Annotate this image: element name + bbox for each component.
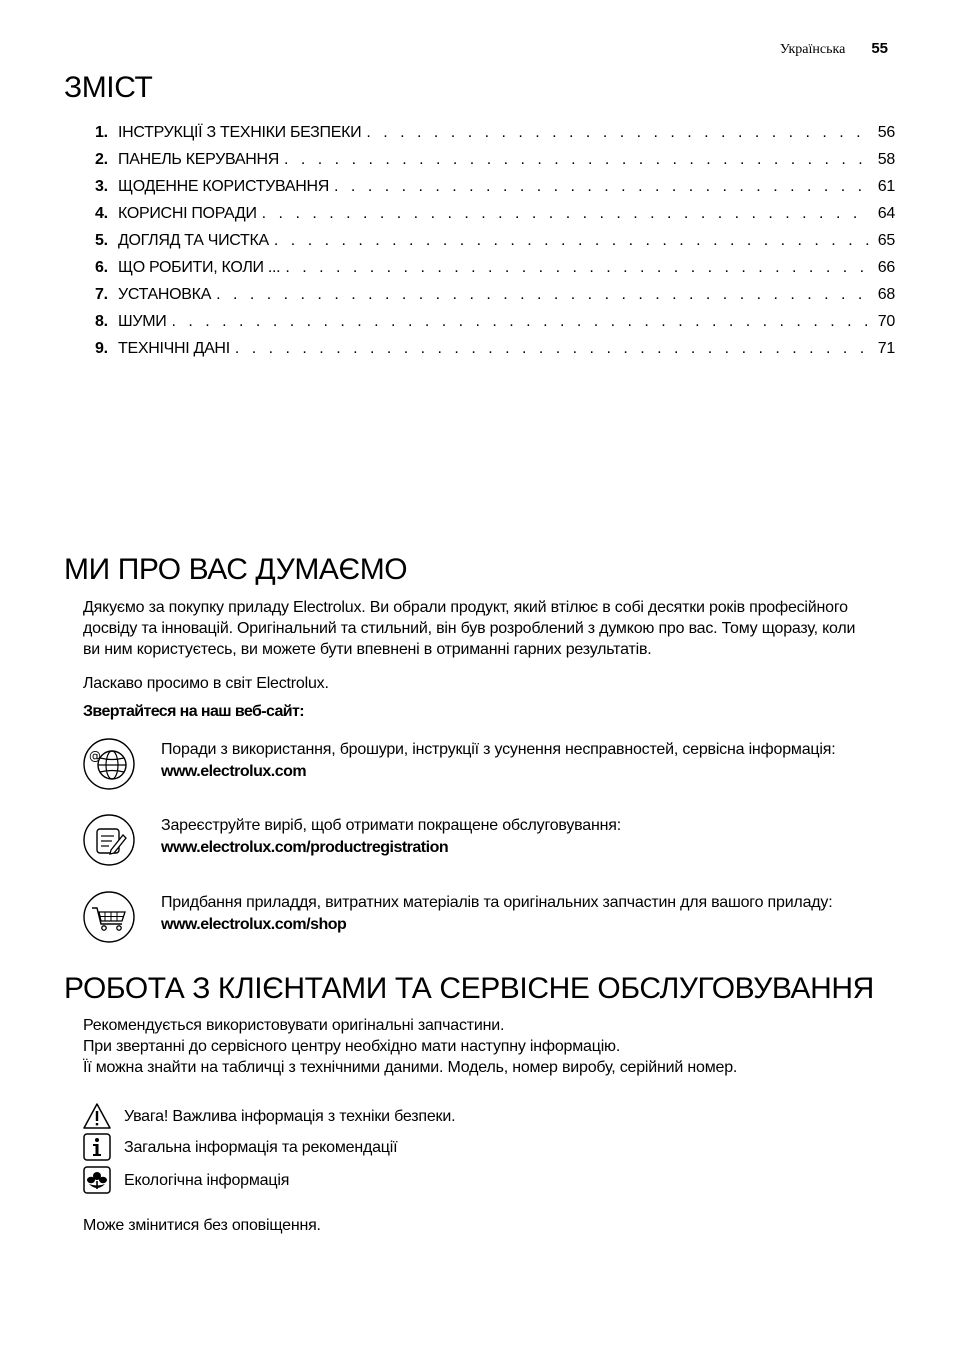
toc-page: 65 <box>877 232 895 249</box>
toc-leader-dots <box>235 340 869 358</box>
website-row-text <box>161 815 621 859</box>
toc-page: 70 <box>877 313 895 330</box>
toc-number: 9. <box>95 340 108 357</box>
website-row-support <box>83 738 913 794</box>
about-section-title: МИ ПРО ВАС ДУМАЄМО <box>64 553 408 586</box>
toc-page: 64 <box>877 205 895 222</box>
service-line: Її можна знайти на табличці з технічними даними. Модель, номер виробу, серійний номер. <box>83 1059 738 1076</box>
toc-leader-dots <box>334 178 869 196</box>
website-link-shop[interactable]: www.electrolux.com/shop <box>161 916 347 933</box>
info-icon <box>82 1133 112 1163</box>
toc-item-control-panel[interactable] <box>95 151 895 178</box>
website-description: Поради з використання, брошури, інструкції з усунення несправностей, сервісна інформація: <box>161 741 836 758</box>
website-link-registration[interactable]: www.electrolux.com/productregistration <box>161 839 449 856</box>
change-notice: Може змінитися без оповіщення. <box>83 1217 321 1234</box>
intro-line: Дякуємо за покупку приладу Electrolux. Ви обрали продукт, який втілює в собі десятки років професійного <box>83 599 848 616</box>
toc-item-noises[interactable] <box>95 313 895 340</box>
toc-page: 68 <box>877 286 895 303</box>
page-number: 55 <box>871 40 888 57</box>
visit-website-label: Звертайтеся на наш веб-сайт: <box>83 703 304 720</box>
eco-flower-icon <box>82 1166 112 1196</box>
toc-leader-dots <box>366 124 869 142</box>
website-row-registration <box>83 814 913 870</box>
toc-text: ДОГЛЯД ТА ЧИСТКА <box>118 232 269 249</box>
toc-item-installation[interactable] <box>95 286 895 313</box>
shopping-cart-icon <box>83 891 135 943</box>
toc-number: 4. <box>95 205 108 222</box>
website-link-main[interactable]: www.electrolux.com <box>161 763 307 780</box>
welcome-text: Ласкаво просимо в світ Electrolux. <box>83 675 329 692</box>
toc-number: 1. <box>95 124 108 141</box>
toc-item-daily-use[interactable] <box>95 178 895 205</box>
page-header <box>780 40 888 58</box>
website-row-shop <box>83 891 913 947</box>
svg-text:@: @ <box>89 749 101 763</box>
toc-page: 56 <box>877 124 895 141</box>
website-description: Придбання приладдя, витратних матеріалів та оригінальних запчастин для вашого приладу: <box>161 894 833 911</box>
toc-text: ЩО РОБИТИ, КОЛИ ... <box>118 259 281 276</box>
toc-number: 3. <box>95 178 108 195</box>
toc-leader-dots <box>216 286 869 304</box>
toc-number: 7. <box>95 286 108 303</box>
toc-leader-dots <box>285 259 869 277</box>
toc-title: ЗМІСТ <box>64 71 153 104</box>
toc-text: КОРИСНІ ПОРАДИ <box>118 205 257 222</box>
toc-page: 61 <box>877 178 895 195</box>
website-row-text <box>161 739 835 783</box>
toc-page: 71 <box>877 340 895 357</box>
intro-paragraph <box>83 597 893 660</box>
toc-page: 66 <box>877 259 895 276</box>
table-of-contents <box>95 124 895 367</box>
service-line: При звертанні до сервісного центру необхідно мати наступну інформацію. <box>83 1038 621 1055</box>
legend-label: Екологічна інформація <box>124 1172 290 1189</box>
registration-form-icon <box>83 814 135 866</box>
toc-text: ЩОДЕННЕ КОРИСТУВАННЯ <box>118 178 330 195</box>
toc-number: 8. <box>95 313 108 330</box>
toc-number: 5. <box>95 232 108 249</box>
service-paragraph <box>83 1015 893 1078</box>
toc-item-troubleshooting[interactable] <box>95 259 895 286</box>
language-label: Українська <box>779 42 846 57</box>
intro-line: ви ним користуєтесь, ви можете бути впевнені в отриманні гарних результатів. <box>83 641 652 658</box>
toc-number: 2. <box>95 151 108 168</box>
toc-text: ШУМИ <box>118 313 167 330</box>
toc-leader-dots <box>171 313 869 331</box>
toc-leader-dots <box>274 232 869 250</box>
service-line: Рекомендується використовувати оригінальні запчастини. <box>83 1017 505 1034</box>
website-description: Зареєструйте виріб, щоб отримати покращене обслуговування: <box>161 817 621 834</box>
toc-text: УСТАНОВКА <box>118 286 212 303</box>
website-row-text <box>161 892 832 936</box>
service-section-title: РОБОТА З КЛІЄНТАМИ ТА СЕРВІСНЕ ОБСЛУГОВУВАННЯ <box>64 972 874 1005</box>
legend-label: Загальна інформація та рекомендації <box>124 1139 398 1156</box>
toc-item-hints[interactable] <box>95 205 895 232</box>
toc-text: ІНСТРУКЦІЇ З ТЕХНІКИ БЕЗПЕКИ <box>118 124 362 141</box>
globe-icon <box>83 738 135 790</box>
warning-icon <box>82 1102 112 1132</box>
legend-label: Увага! Важлива інформація з техніки безпеки. <box>124 1108 456 1125</box>
toc-leader-dots <box>284 151 869 169</box>
toc-item-safety[interactable] <box>95 124 895 151</box>
toc-text: ТЕХНІЧНІ ДАНІ <box>118 340 230 357</box>
intro-line: досвіду та інновацій. Оригінальний та стильний, він був розроблений з думкою про вас. Тому щоразу, коли <box>83 620 856 637</box>
toc-item-technical-data[interactable] <box>95 340 895 367</box>
toc-leader-dots <box>262 205 869 223</box>
toc-page: 58 <box>877 151 895 168</box>
toc-text: ПАНЕЛЬ КЕРУВАННЯ <box>118 151 279 168</box>
toc-item-care[interactable] <box>95 232 895 259</box>
toc-number: 6. <box>95 259 108 276</box>
